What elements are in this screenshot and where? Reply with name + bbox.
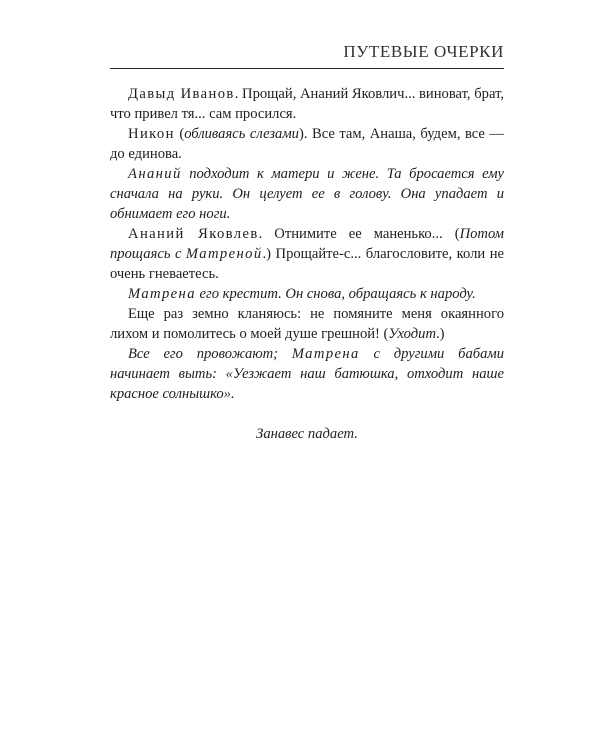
running-header-title: ПУТЕВЫЕ ОЧЕРКИ [343,42,504,61]
speech-text: .) Прощайте-с... благословите, коли не очень гневаетесь. [110,246,504,282]
paragraph-ananiy-yakovlev [110,224,504,284]
stage-direction: Уходит [388,326,436,342]
running-header [110,42,504,69]
speech-text: .) [436,326,445,342]
character-name: Матрена [128,286,196,302]
paragraph-david-ivanov [110,84,504,124]
stage-direction: Все его провожают; [128,346,292,362]
speech-text: ). Все там, Анаша, будем, все — до единова. [110,126,504,162]
stage-direction-paragraph [110,284,504,304]
stage-direction: Потом прощаясь с [110,226,504,262]
speech-text: ( [174,126,185,142]
curtain-falls: Занавес падает. [256,426,358,442]
paragraph-nikon [110,124,504,164]
stage-direction-paragraph [110,344,504,404]
character-name: Матреной [185,246,263,262]
play-text [110,84,504,444]
speech-text: . Прощай, Ананий Яковлич... виноват, брат, что привел тя... сам просился. [110,86,504,122]
stage-direction: его крестит. Он снова, обращаясь к народу. [195,286,476,302]
character-name: Матрена [291,346,360,362]
speaker-name: Давыд Иванов [128,86,235,102]
speaker-name: Никон [128,126,175,142]
stage-direction: с другими бабами начинает выть: «Уезжает наш батюшка, отходит наше красное солнышко». [110,346,504,402]
speech-text: . Отнимите ее маненько... ( [258,226,460,242]
character-name: Ананий [128,166,182,182]
speech-text: Еще раз земно кланяюсь: не помяните меня окаянного лихом и помолитесь о моей душе грешной! ( [110,306,504,342]
paragraph-farewell [110,304,504,344]
stage-direction: подходит к матери и жене. Та бросается ему сначала на руки. Он целует ее в голову. Она упадает и обнимает его ноги. [110,166,504,222]
speaker-name: Ананий Яковлев [128,226,259,242]
stage-direction: обливаясь слезами [184,126,299,142]
stage-direction-paragraph [110,164,504,224]
